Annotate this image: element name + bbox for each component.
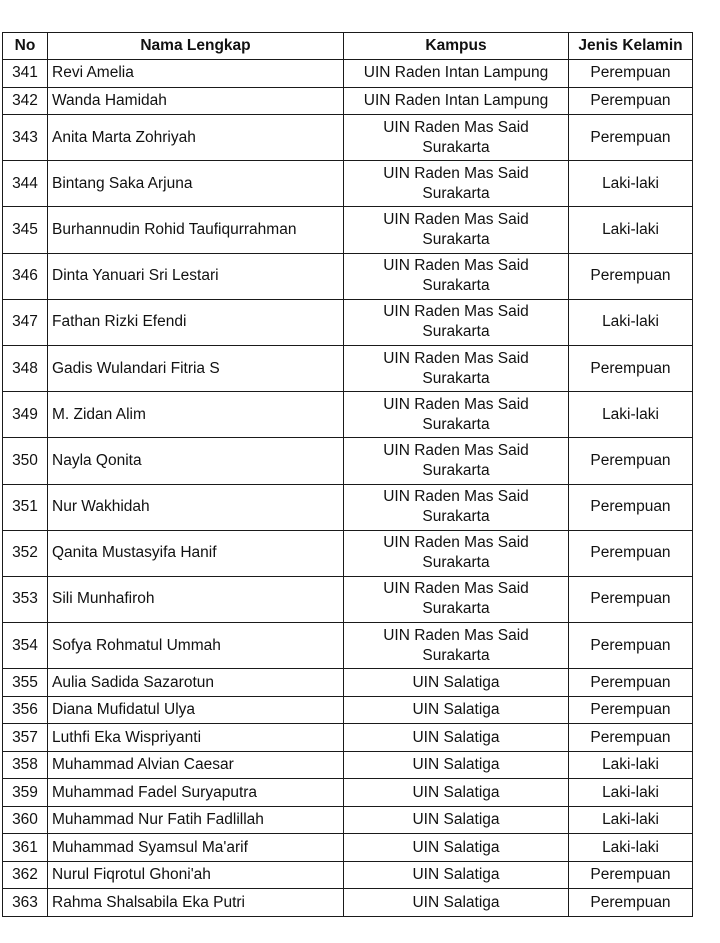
row-number-cell: 362 — [3, 861, 48, 889]
table-row — [3, 484, 693, 530]
full-name-cell: Sili Munhafiroh — [48, 576, 344, 622]
table-row — [3, 438, 693, 484]
table-body — [3, 60, 693, 917]
campus-cell: UIN Raden Mas Said Surakarta — [344, 484, 569, 530]
row-number-cell: 359 — [3, 779, 48, 807]
gender-cell: Perempuan — [569, 623, 693, 669]
row-number-cell: 354 — [3, 623, 48, 669]
campus-cell: UIN Salatiga — [344, 696, 569, 724]
row-number-cell: 348 — [3, 345, 48, 391]
header-no: No — [3, 33, 48, 60]
gender-cell: Perempuan — [569, 87, 693, 115]
full-name-cell: Muhammad Fadel Suryaputra — [48, 779, 344, 807]
header-name: Nama Lengkap — [48, 33, 344, 60]
header-row — [3, 33, 693, 60]
campus-cell: UIN Salatiga — [344, 889, 569, 917]
full-name-cell: Rahma Shalsabila Eka Putri — [48, 889, 344, 917]
table-header — [3, 33, 693, 60]
row-number-cell: 350 — [3, 438, 48, 484]
row-number-cell: 363 — [3, 889, 48, 917]
table-row — [3, 779, 693, 807]
table-row — [3, 696, 693, 724]
full-name-cell: Qanita Mustasyifa Hanif — [48, 530, 344, 576]
campus-cell: UIN Raden Mas Said Surakarta — [344, 576, 569, 622]
campus-cell: UIN Raden Mas Said Surakarta — [344, 161, 569, 207]
campus-cell: UIN Raden Mas Said Surakarta — [344, 392, 569, 438]
full-name-cell: Revi Amelia — [48, 60, 344, 88]
campus-cell: UIN Salatiga — [344, 806, 569, 834]
gender-cell: Laki-laki — [569, 392, 693, 438]
campus-cell: UIN Raden Mas Said Surakarta — [344, 438, 569, 484]
table-row — [3, 253, 693, 299]
campus-cell: UIN Raden Intan Lampung — [344, 60, 569, 88]
gender-cell: Laki-laki — [569, 207, 693, 253]
full-name-cell: Burhannudin Rohid Taufiqurrahman — [48, 207, 344, 253]
full-name-cell: Nur Wakhidah — [48, 484, 344, 530]
campus-cell: UIN Raden Mas Said Surakarta — [344, 299, 569, 345]
table-row — [3, 60, 693, 88]
row-number-cell: 345 — [3, 207, 48, 253]
row-number-cell: 341 — [3, 60, 48, 88]
gender-cell: Perempuan — [569, 669, 693, 697]
campus-cell: UIN Raden Mas Said Surakarta — [344, 623, 569, 669]
table-row — [3, 889, 693, 917]
table-row — [3, 724, 693, 752]
row-number-cell: 342 — [3, 87, 48, 115]
gender-cell: Perempuan — [569, 889, 693, 917]
row-number-cell: 346 — [3, 253, 48, 299]
gender-cell: Perempuan — [569, 345, 693, 391]
table-row — [3, 669, 693, 697]
full-name-cell: M. Zidan Alim — [48, 392, 344, 438]
participant-list-sheet — [2, 32, 692, 917]
full-name-cell: Anita Marta Zohriyah — [48, 115, 344, 161]
participant-table — [2, 32, 693, 917]
row-number-cell: 357 — [3, 724, 48, 752]
campus-cell: UIN Salatiga — [344, 834, 569, 862]
row-number-cell: 344 — [3, 161, 48, 207]
gender-cell: Perempuan — [569, 861, 693, 889]
table-row — [3, 115, 693, 161]
campus-cell: UIN Raden Mas Said Surakarta — [344, 345, 569, 391]
gender-cell: Laki-laki — [569, 161, 693, 207]
campus-cell: UIN Salatiga — [344, 861, 569, 889]
campus-cell: UIN Raden Mas Said Surakarta — [344, 530, 569, 576]
gender-cell: Perempuan — [569, 724, 693, 752]
gender-cell: Laki-laki — [569, 751, 693, 779]
row-number-cell: 355 — [3, 669, 48, 697]
gender-cell: Perempuan — [569, 696, 693, 724]
table-row — [3, 345, 693, 391]
gender-cell: Perempuan — [569, 484, 693, 530]
full-name-cell: Bintang Saka Arjuna — [48, 161, 344, 207]
table-row — [3, 623, 693, 669]
header-campus: Kampus — [344, 33, 569, 60]
table-row — [3, 530, 693, 576]
row-number-cell: 361 — [3, 834, 48, 862]
row-number-cell: 356 — [3, 696, 48, 724]
gender-cell: Perempuan — [569, 115, 693, 161]
campus-cell: UIN Salatiga — [344, 724, 569, 752]
table-row — [3, 806, 693, 834]
full-name-cell: Fathan Rizki Efendi — [48, 299, 344, 345]
gender-cell: Laki-laki — [569, 779, 693, 807]
gender-cell: Perempuan — [569, 253, 693, 299]
gender-cell: Perempuan — [569, 576, 693, 622]
row-number-cell: 349 — [3, 392, 48, 438]
full-name-cell: Nayla Qonita — [48, 438, 344, 484]
full-name-cell: Sofya Rohmatul Ummah — [48, 623, 344, 669]
row-number-cell: 353 — [3, 576, 48, 622]
campus-cell: UIN Raden Mas Said Surakarta — [344, 207, 569, 253]
full-name-cell: Muhammad Alvian Caesar — [48, 751, 344, 779]
table-row — [3, 751, 693, 779]
full-name-cell: Diana Mufidatul Ulya — [48, 696, 344, 724]
campus-cell: UIN Raden Mas Said Surakarta — [344, 253, 569, 299]
table-row — [3, 392, 693, 438]
row-number-cell: 360 — [3, 806, 48, 834]
full-name-cell: Muhammad Syamsul Ma'arif — [48, 834, 344, 862]
campus-cell: UIN Salatiga — [344, 669, 569, 697]
table-row — [3, 299, 693, 345]
table-row — [3, 834, 693, 862]
row-number-cell: 352 — [3, 530, 48, 576]
table-row — [3, 576, 693, 622]
gender-cell: Laki-laki — [569, 834, 693, 862]
table-row — [3, 207, 693, 253]
full-name-cell: Dinta Yanuari Sri Lestari — [48, 253, 344, 299]
row-number-cell: 343 — [3, 115, 48, 161]
gender-cell: Perempuan — [569, 438, 693, 484]
gender-cell: Laki-laki — [569, 299, 693, 345]
full-name-cell: Luthfi Eka Wispriyanti — [48, 724, 344, 752]
campus-cell: UIN Raden Mas Said Surakarta — [344, 115, 569, 161]
campus-cell: UIN Raden Intan Lampung — [344, 87, 569, 115]
campus-cell: UIN Salatiga — [344, 751, 569, 779]
full-name-cell: Gadis Wulandari Fitria S — [48, 345, 344, 391]
full-name-cell: Muhammad Nur Fatih Fadlillah — [48, 806, 344, 834]
gender-cell: Perempuan — [569, 60, 693, 88]
row-number-cell: 358 — [3, 751, 48, 779]
full-name-cell: Nurul Fiqrotul Ghoni'ah — [48, 861, 344, 889]
row-number-cell: 347 — [3, 299, 48, 345]
campus-cell: UIN Salatiga — [344, 779, 569, 807]
row-number-cell: 351 — [3, 484, 48, 530]
table-row — [3, 161, 693, 207]
full-name-cell: Wanda Hamidah — [48, 87, 344, 115]
table-row — [3, 861, 693, 889]
gender-cell: Perempuan — [569, 530, 693, 576]
table-row — [3, 87, 693, 115]
gender-cell: Laki-laki — [569, 806, 693, 834]
full-name-cell: Aulia Sadida Sazarotun — [48, 669, 344, 697]
header-gender: Jenis Kelamin — [569, 33, 693, 60]
